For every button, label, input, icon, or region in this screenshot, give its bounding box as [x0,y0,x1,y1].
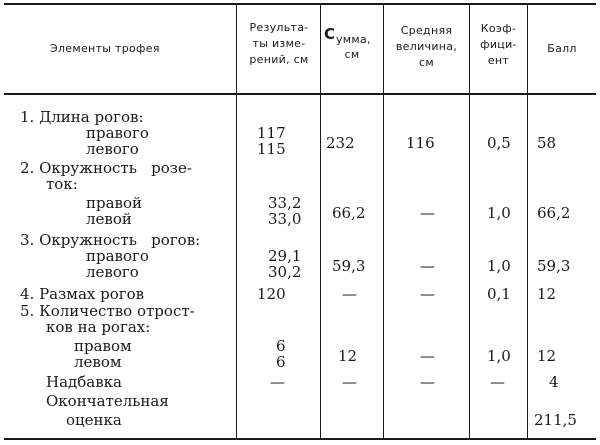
header-coef-line1: Коэф- [480,22,517,35]
column-divider [320,4,321,439]
header-coef-line2: фици- [480,38,517,51]
row1-sum: 232 [326,134,355,152]
column-divider [469,4,470,439]
header-bottom-border [4,93,596,95]
row1-avg: 116 [406,134,435,152]
row1-title: 1. Длина рогов: [20,108,144,126]
row5-title: 5. Количество отрост- [20,302,195,320]
header-results-line3: рений, см [249,53,309,66]
header-sum-line2: см [344,48,360,61]
row3-coef: 1,0 [487,257,511,275]
row5-measure-right: 6 [276,337,286,355]
row4-score: 12 [537,285,557,303]
row5-avg: — [420,347,435,365]
header-avg-line1: Средняя [400,24,453,37]
row2-measure-left: 33,0 [268,210,302,228]
row5-title-cont: ков на рогах: [46,318,151,336]
row1-measure-left: 115 [257,140,286,158]
row3-avg: — [420,257,435,275]
bonus-score: 4 [549,373,559,391]
table-bottom-border [4,438,596,440]
row1-sub-right: правого [86,124,149,142]
header-sum-line1: умма, [336,33,371,46]
bonus-label: Надбавка [46,373,122,391]
table-top-border [4,3,596,5]
header-sum-initial: С [324,25,336,43]
final-score: 211,5 [534,411,577,429]
row2-sub-left: левой [86,210,132,228]
row5-sub-left: левом [74,353,122,371]
header-coef-line3: ент [487,54,510,67]
row2-title-cont: ток: [46,175,78,193]
row3-measure-right: 29,1 [268,247,302,265]
row5-coef: 1,0 [487,347,511,365]
column-divider [383,4,384,439]
row5-sum: 12 [338,347,358,365]
bonus-sum: — [342,373,357,391]
row3-sub-left: левого [86,263,139,281]
final-label-line1: Окончательная [46,392,169,410]
row4-sum: — [342,285,357,303]
row2-title: 2. Окружность розе- [20,159,192,177]
header-results-line2: ты изме- [252,37,306,50]
row4-coef: 0,1 [487,285,511,303]
row2-avg: — [420,204,435,222]
row2-sum: 66,2 [332,204,366,222]
row4-measure: 120 [257,285,286,303]
row3-title: 3. Окружность рогов: [20,231,201,249]
row3-measure-left: 30,2 [268,263,302,281]
bonus-coef: — [490,373,505,391]
row1-coef: 0,5 [487,134,511,152]
row2-coef: 1,0 [487,204,511,222]
row4-title: 4. Размах рогов [20,285,145,303]
row4-avg: — [420,285,435,303]
bonus-avg: — [420,373,435,391]
row2-sub-right: правой [86,194,143,212]
column-divider [236,4,237,439]
row1-sub-left: левого [86,140,139,158]
row5-measure-left: 6 [276,353,286,371]
row3-score: 59,3 [537,257,571,275]
row2-score: 66,2 [537,204,571,222]
row1-measure-right: 117 [257,124,286,142]
header-results-line1: Результа- [249,21,309,34]
header-score: Балл [547,42,577,55]
row2-measure-right: 33,2 [268,194,302,212]
final-label-line2: оценка [66,411,122,429]
row1-score: 58 [537,134,557,152]
row5-sub-right: правом [74,337,132,355]
row5-score: 12 [537,347,557,365]
bonus-measure: — [270,373,285,391]
column-divider [527,4,528,439]
row3-sub-right: правого [86,247,149,265]
row3-sum: 59,3 [332,257,366,275]
header-avg-line3: см [419,56,434,69]
header-elements: Элементы трофея [50,42,160,55]
header-avg-line2: величина, [395,40,458,53]
